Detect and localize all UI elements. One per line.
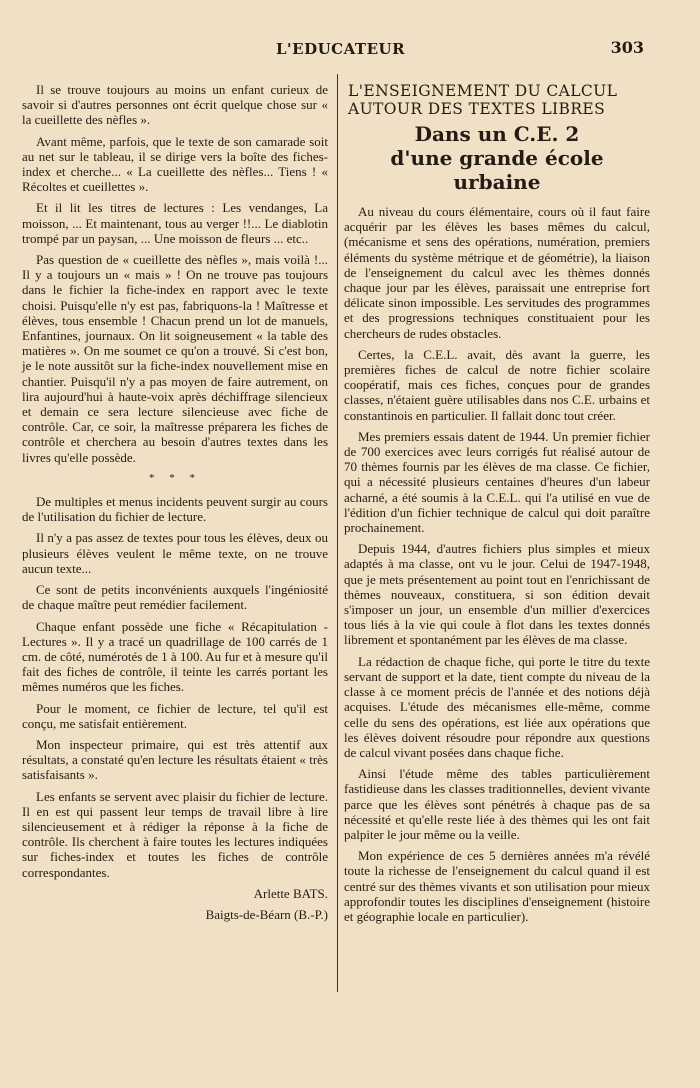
left-paragraph: Pour le moment, ce fichier de lecture, tel qu'il est conçu, me satisfait entièrement. (22, 700, 328, 731)
left-paragraph: Il n'y a pas assez de textes pour tous les élèves, deux ou plusieurs élèves veulent le même texte, on ne trouve aucun texte... (22, 530, 328, 576)
right-column (344, 82, 650, 930)
column-divider (337, 74, 338, 992)
running-header (0, 38, 700, 60)
page-number: 303 (610, 38, 644, 57)
left-paragraph: Avant même, parfois, que le texte de son camarade soit au net sur le tableau, il se dirige vers la boîte des fiches-index et cherche... « La cueillette des nèfles... Tiens ! « Récoltes et cueillettes ». (22, 133, 328, 195)
right-paragraph: Certes, la C.E.L. avait, dès avant la guerre, les premières fiches de calcul de notre fichier scolaire coopératif, mais ces fiches, conçues pour de grandes classes, n'étaient guère utilisables dans nos C.E. urbains et constantinois en particulier. Il fallait donc tout créer. (344, 346, 650, 423)
kicker-line: AUTOUR DES TEXTES LIBRES (348, 100, 606, 118)
right-paragraph: Ainsi l'étude même des tables particulièrement fastidieuse dans les classes traditionnelles, devient vivante parce que les élèves sont pénétrés à chaque pas de sa nécessité et qu'elle reste liée à des thèmes qui les ont fait palpiter le jour même ou la veille. (344, 766, 650, 842)
left-paragraph: Chaque enfant possède une fiche « Récapitulation - Lectures ». Il y a tracé un quadrillage de 100 carrés de 1 cm. de côté, numérotés de 1 à 100. Au fur et à mesure qu'il fait des fiches de contrôle, il teinte les carrés portant les mêmes numéros que les fiches. (22, 618, 328, 695)
left-paragraph: Pas question de « cueillette des nèfles », mais voilà !... Il y a toujours un « mais » ! On ne trouve pas toujours dans le fichier la fiche-index en rapport avec le texte choisi. Puisqu'elle n'y est pas, fabriquons-la ! Maîtresse et élèves, tous ensemble ! Chacun prend un lot de manuels, Enfantines, journaux. On lit soigneusement « la table des matières ». On me soumet ce qu'on a trouvé. Si c'est bon, je le note aussitôt sur la fiche-index nouvellement mise en chantier. Puisqu'il n'y a pas moyen de faire autrement, on lira aujourd'hui à haute-voix après déchiffrage silencieux et demain ce sera lecture silencieuse avec fiche de contrôle. Car, ce soir, la maîtresse préparera les fiches de contrôle et cherchera au besoin d'autres textes dans les livres qu'elle possède. (22, 252, 328, 465)
title-line: d'une grande école urbaine (390, 146, 604, 194)
author-location: Baigts-de-Béarn (B.-P.) (205, 906, 328, 922)
kicker-line: L'ENSEIGNEMENT DU CALCUL (348, 82, 618, 100)
journal-title: L'EDUCATEUR (276, 40, 406, 58)
title-line: Dans un C.E. 2 (414, 122, 580, 146)
left-paragraph: Les enfants se servent avec plaisir du fichier de lecture. Il en est qui passent leur temps de travail libre à lire silencieusement et à rédiger la réponse à la fiche de contrôle. Ils cherchent à faire toutes les lectures indiquées sur fiches-index et toutes les fiches de contrôle correspondantes. (22, 788, 328, 880)
article-title (344, 122, 650, 194)
left-paragraph: De multiples et menus incidents peuvent surgir au cours de l'utilisation du fichier de lecture. (22, 494, 328, 525)
section-separator: * * * (149, 471, 201, 484)
right-paragraph: La rédaction de chaque fiche, qui porte le titre du texte servant de support et la date, tient compte du niveau de la classe à ce moment précis de l'année et des notions déjà acquises. L'étude des mécanismes elle-même, comme celle du sens des opérations, est liée aux opérations que les élèves doivent résoudre pour répondre aux questions de calcul vivant posées dans chaque fiche. (344, 653, 650, 760)
left-paragraph: Ce sont de petits inconvénients auxquels l'ingéniosité de chaque maître peut remédier facilement. (22, 582, 328, 613)
left-column (22, 82, 328, 928)
right-paragraph: Mon expérience de ces 5 dernières années m'a révélé toute la richesse de l'enseignement du calcul quand il est centré sur des thèmes vivants et son utilisation pour mieux approfondir toutes les disciplines d'enseignement (histoire et géographie locale en particulier). (344, 848, 650, 924)
left-paragraph: Il se trouve toujours au moins un enfant curieux de savoir si d'autres personnes ont écrit quelque chose sur « la cueillette des nèfles ». (22, 82, 328, 128)
right-paragraph: Au niveau du cours élémentaire, cours où il faut faire acquérir par les élèves les bases mêmes du calcul, (mécanisme et sens des opérations, numération, premiers éléments du système métrique et de géométrie), la liaison de l'enseignement du calcul avec les thèmes donnés chaque jour par les élèves, paraissait une entreprise fort délicate sinon impossible. Les servitudes des programmes et des progressions techniques constituaient pour les chercheurs de rudes obstacles. (344, 204, 650, 341)
article-kicker (348, 82, 650, 118)
author-signature: Arlette BATS. (253, 885, 328, 901)
left-paragraph: Et il lit les titres de lectures : Les vendanges, La moisson, ... Et maintenant, tous au verger !!... Le diablotin trompé par un paysan, ... Une moisson de fleurs ... etc.. (22, 200, 328, 246)
right-paragraph: Depuis 1944, d'autres fichiers plus simples et mieux adaptés à ma classe, ont vu le jour. Celui de 1947-1948, que je mets présentement au point tout en l'enrichissant de thèmes nouveaux, constituera, si son édition devait s'imposer un jour, un ensemble d'un millier d'exercices tous liés à la vie qui coule à flot dans les textes donnés librement et spontanément par les élèves de ma classe. (344, 541, 650, 648)
left-paragraph: Mon inspecteur primaire, qui est très attentif aux résultats, a constaté qu'en lecture les résultats étaient « très satisfaisants ». (22, 736, 328, 783)
right-paragraph: Mes premiers essais datent de 1944. Un premier fichier de 700 exercices avec leurs corrigés fut réalisé autour de 70 thèmes fournis par les élèves de ma classe. Ce fichier, qui a nécessité plusieurs centaines d'heures d'un labeur acharné, a été soumis à la C.E.L. qui l'a utilisé en vue de l'édition d'un fichier technique de calcul qui doit paraître prochainement. (344, 428, 650, 536)
